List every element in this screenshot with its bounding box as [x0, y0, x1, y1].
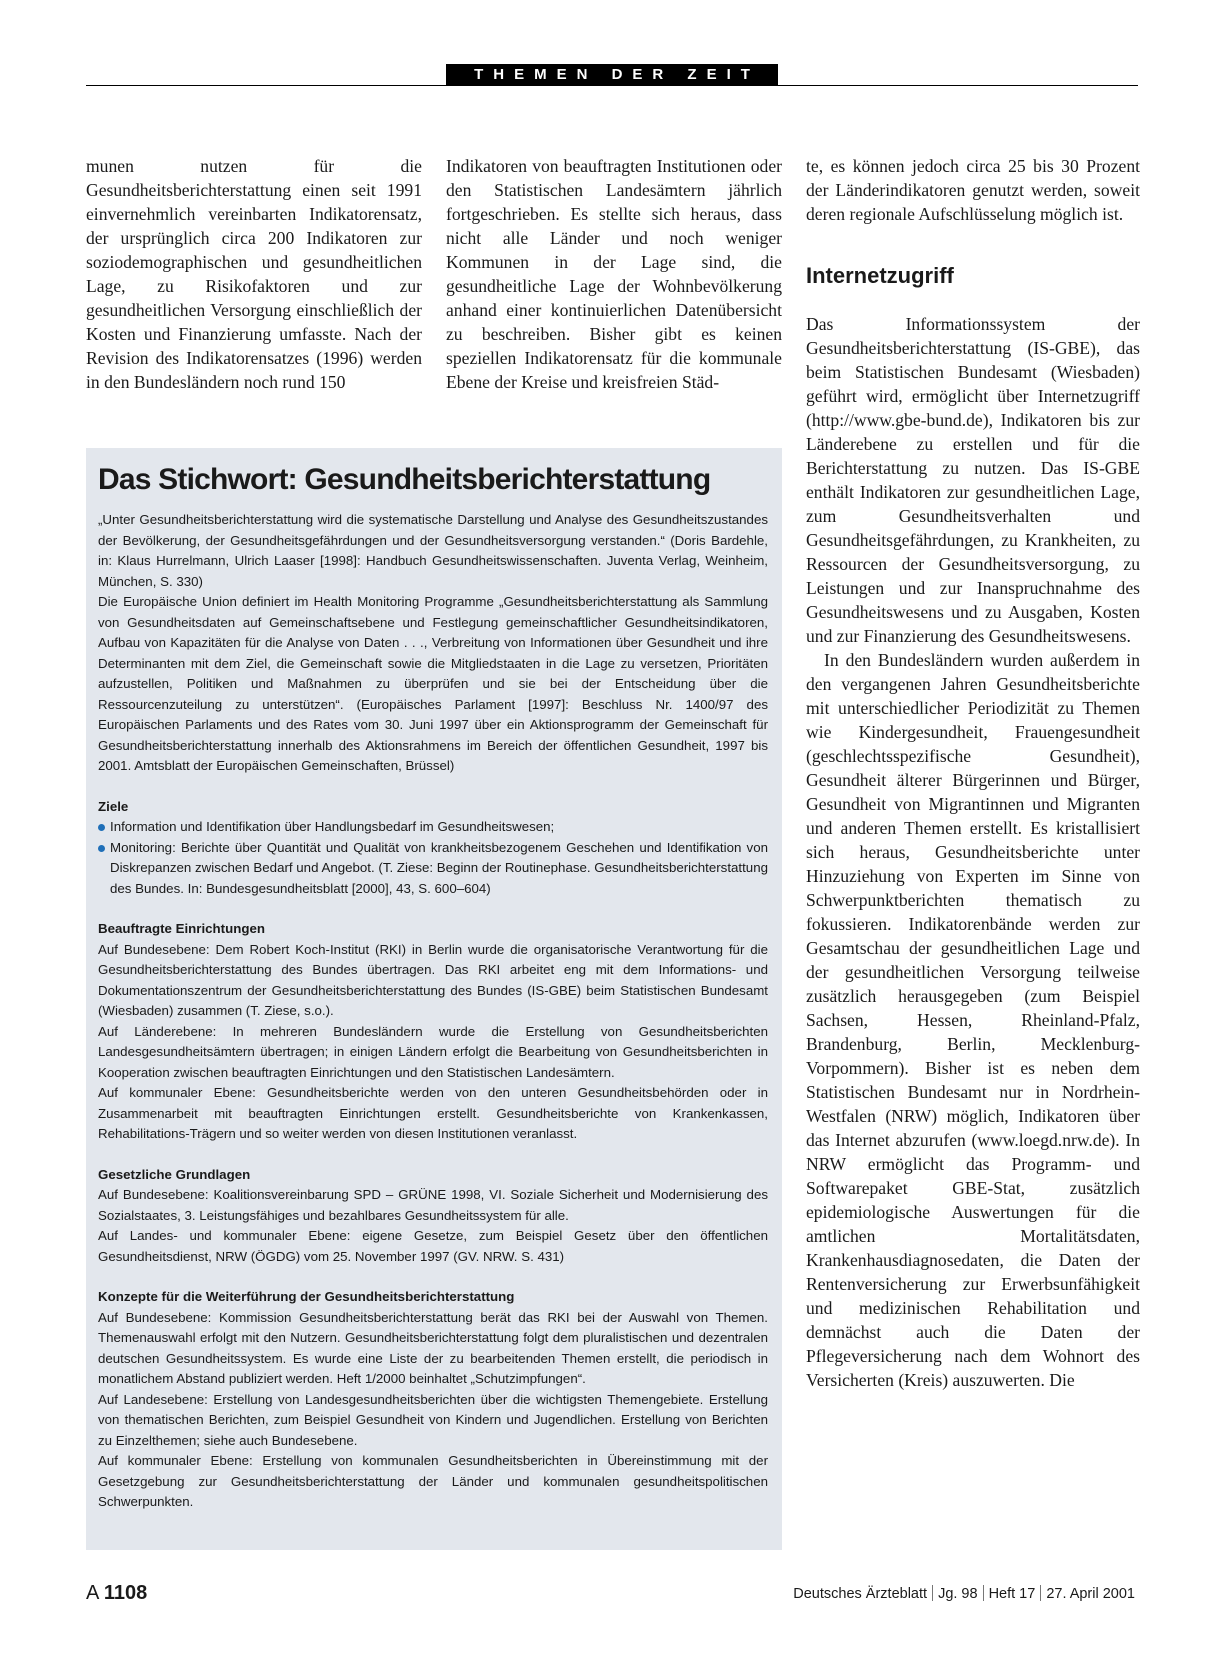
stichwort-box [86, 448, 782, 1550]
col3-intro: te, es können jedoch circa 25 bis 30 Prozent der Länderindikatoren genutzt werden, soweit deren regionale Aufschlüsselung möglich ist. [806, 156, 1140, 224]
ziele-heading: Ziele [98, 798, 129, 814]
list-item: Monitoring: Berichte über Quantität und Qualität von krankheitsbezogenem Geschehen und Identifikation von Diskrepanzen zwischen Bedarf und Angebot. (T. Ziese: Beginn der Routinephase. Gesundheitsberichterstattung des Bundes. In: Bundesgesundheitsblatt [2000], 43, S. 600–604) [98, 838, 768, 900]
box-intro-eu: Die Europäische Union definiert im Health Monitoring Programme „Gesundheitsberichterstattung als Sammlung von Gesundheitsdaten auf Gemeinschaftsebene und Festlegung gemeinschaftlicher Gesundheitsindikatoren, Aufbau von Kapazitäten für die Analyse von Daten . . ., Verbreitung von Informationen über Gesundheit und ihre Determinanten mit dem Ziel, die Gemeinschaft sowie die Mitgliedstaaten in die Lage zu versetzen, Prioritäten aufzustellen, Politiken und Maßnahmen zu überprüfen und sie bei der Entscheidung über die Ressourcenzuteilung zu unterstützen“. (Europäisches Parlament [1997]: Beschluss Nr. 1400/97 des Europäischen Parlaments und des Rates vom 30. Juni 1997 über ein Aktionsprogramm der Gemeinschaft für Gesundheitsberichterstattung innerhalb des Aktionsrahmens im Bereich der öffentlichen Gesundheit, 1997 bis 2001. Amtsblatt der Europäischen Gemeinschaften, Brüssel) [98, 594, 768, 773]
column-1 [86, 154, 422, 394]
ziele-list [98, 817, 768, 899]
grundlagen-bund: Auf Bundesebene: Koalitionsvereinbarung SPD – GRÜNE 1998, VI. Soziale Sicherheit und Modernisierung des Sozialstaates, 3. Leistungsfähiges und bezahlbares Gesundheitssystem für alle. [98, 1187, 768, 1223]
subheading-internetzugriff: Internetzugriff [806, 263, 954, 288]
einrichtungen-kommunal: Auf kommunaler Ebene: Gesundheitsberichte werden von den unteren Gesundheitsbehörden oder in Zusammenarbeit mit beauftragten Einrichtungen erstellt. Gesundheitsberichte von Krankenkassen, Rehabilitations-Trägern und so weiter werden von diesen Institutionen veranlasst. [98, 1085, 768, 1141]
grundlagen-heading: Gesetzliche Grundlagen [98, 1166, 251, 1182]
col1-paragraph: munen nutzen für die Gesundheitsberichterstattung einen seit 1991 einvernehmlich vereinbarten Indikatorensatz, der ursprünglich circa 200 Indikatoren zur soziodemographischen und gesundheitlichen Lage, zu Risikofaktoren und zur gesundheitlichen Versorgung einschließlich der Kosten und Finanzierung umfasste. Nach der Revision des Indikatorensatzes (1996) werden in den Bundesländern noch rund 150 [86, 156, 422, 392]
journal-date: 27. April 2001 [1046, 1586, 1135, 1602]
grundlagen-land: Auf Landes- und kommunaler Ebene: eigene Gesetze, zum Beispiel Gesetz über den öffentlichen Gesundheitsdienst, NRW (ÖGDG) vom 25. November 1997 (GV. NRW. S. 431) [98, 1228, 768, 1264]
column-2 [446, 154, 782, 394]
journal-issue: Heft 17 [988, 1586, 1036, 1602]
journal-name: Deutsches Ärzteblatt [793, 1586, 928, 1602]
separator [983, 1585, 984, 1601]
page-number-value: 1108 [103, 1582, 148, 1604]
col3-paragraph-1: Das Informationssystem der Gesundheitsberichterstattung (IS-GBE), das beim Statistischen Bundesamt (Wiesbaden) geführt wird, ermöglicht über Internetzugriff (http://www.gbe-bund.de), Indikatoren bis zur Länderebene zu erstellen und für die Berichterstattung zu nutzen. Das IS-GBE enthält Indikatoren zur gesundheitlichen Lage, zum Gesundheitsverhalten und Gesundheitsgefährdungen, zu Krankheiten, zu Ressourcen der Gesundheitsversorgung, zu Leistungen und zur Inanspruchnahme des Gesundheitswesens und zu Ausgaben, Kosten und zur Finanzierung des Gesundheitswesens. [806, 314, 1140, 646]
journal-volume: Jg. 98 [938, 1586, 978, 1602]
konzepte-land: Auf Landesebene: Erstellung von Landesgesundheitsberichten über die wichtigsten Themengebiete. Erstellung von thematischen Berichten, zum Beispiel Gesundheit von Kindern und Jugendlichen. Erstellung von Berichten zu Einzelthemen; siehe auch Bundesebene. [98, 1391, 768, 1448]
separator [1040, 1585, 1041, 1601]
header-rule [86, 85, 1138, 86]
einrichtungen-bund: Auf Bundesebene: Dem Robert Koch-Institut (RKI) in Berlin wurde die organisatorische Verantwortung für die Gesundheitsberichterstattung des Bundes übertragen. Das RKI arbeitet eng mit dem Informations- und Dokumentationszentrum der Gesundheitsberichterstattung des Bundes (IS-GBE) beim Statistischen Bundesamt (Wiesbaden) zusammen (T. Ziese, s.o.). [98, 941, 768, 1018]
box-title: Das Stichwort: Gesundheitsberichterstattung [98, 463, 711, 496]
konzepte-bund: Auf Bundesebene: Kommission Gesundheitsberichterstattung berät das RKI bei der Auswahl von Themen. Themenauswahl erfolgt mit den Nutzern. Gesundheitsberichterstattung folgt dem pluralistischen und dezentralen deutschen Gesundheitssystem. Es wurde eine Liste der zu bearbeitenden Themen erstellt, die periodisch in monatlichem Abstand publiziert werden. Heft 1/2000 beinhaltet „Schutzimpfungen“. [98, 1309, 768, 1386]
list-item: Information und Identifikation über Handlungsbedarf im Gesundheitswesen; [98, 817, 768, 838]
konzepte-kommunal: Auf kommunaler Ebene: Erstellung von kommunalen Gesundheitsberichten in Übereinstimmung mit der Gesetzgebung zur Gesundheitsberichterstattung der Länder und kommunalen gesundheitspolitischen Schwerpunkten. [98, 1453, 768, 1509]
journal-info [793, 1585, 1135, 1603]
col2-paragraph: Indikatoren von beauftragten Institutionen oder den Statistischen Landesämtern jährlich fortgeschrieben. Es stellte sich heraus, dass nicht alle Länder und noch weniger Kommunen in der Lage sind, die gesundheitliche Lage der Wohnbevölkerung anhand einer kontinuierlichen Datenübersicht zu beschreiben. Bisher gibt es keinen speziellen Indikatorensatz für die kommunale Ebene der Kreise und kreisfreien Städ- [446, 156, 782, 392]
page-number [86, 1581, 147, 1605]
einrichtungen-heading: Beauftragte Einrichtungen [98, 921, 265, 936]
column-3 [806, 154, 1140, 1392]
page-prefix: A [86, 1582, 99, 1604]
col3-paragraph-2: In den Bundesländern wurden außerdem in den vergangenen Jahren Gesundheitsberichte mit unterschiedlicher Periodizität zu Themen wie Kindergesundheit, Frauengesundheit (geschlechtsspezifische Gesundheit), Gesundheit älterer Bürgerinnen und Bürger, Gesundheit von Migrantinnen und Migranten und anderen Themen erstellt. Es kristallisiert sich heraus, Gesundheitsberichte unter Hinzuziehung von Experten im Sinne von Schwerpunktberichten thematisch zu fokussieren. Indikatorenbände werden zur Gesamtschau der gesundheitlichen Lage und der gesundheitlichen Versorgung teilweise zusätzlich herausgegeben (zum Beispiel Sachsen, Hessen, Rheinland-Pfalz, Brandenburg, Berlin, Mecklenburg-Vorpommern). Bisher ist es neben dem Statistischen Bundesamt nur in Nordrhein-Westfalen (NRW) möglich, Indikatoren über das Internet abzurufen (www.loegd.nrw.de). In NRW ermöglicht das Programm- und Softwarepaket GBE-Stat, zusätzlich epidemiologische Auswertungen für die amtlichen Mortalitätsdaten, Krankenhausdiagnosedaten, die Daten der Rentenversicherung zur Erwerbsunfähigkeit und medizinischen Rehabilitation und demnächst auch die Daten der Pflegeversicherung nach dem Wohnort des Versicherten (Kreis) auszuwerten. Die [806, 650, 1140, 1390]
bullet-icon [98, 824, 105, 831]
box-intro-quote: „Unter Gesundheitsberichterstattung wird die systematische Darstellung und Analyse des Gesundheitszustandes der Bevölkerung, der Gesundheitsgefährdungen und der Gesundheitsversorgung verstanden.“ (Doris Bardehle, in: Klaus Hurrelmann, Ulrich Laaser [1998]: Handbuch Gesundheitswissenschaften. Juventa Verlag, Weinheim, München, S. 330) [98, 512, 768, 589]
konzepte-heading: Konzepte für die Weiterführung der Gesundheitsberichterstattung [98, 1289, 515, 1304]
einrichtungen-laender: Auf Länderebene: In mehreren Bundesländern wurde die Erstellung von Gesundheitsberichten Landesgesundheitsämtern übertragen; in einigen Ländern erfolgt die Bearbeitung von Gesundheitsberichten in Kooperation zwischen beauftragten Einrichtungen und den Statistischen Landesämtern. [98, 1023, 768, 1080]
bullet-icon [98, 845, 105, 852]
separator [932, 1585, 933, 1601]
section-header: THEMEN DER ZEIT [446, 64, 778, 85]
